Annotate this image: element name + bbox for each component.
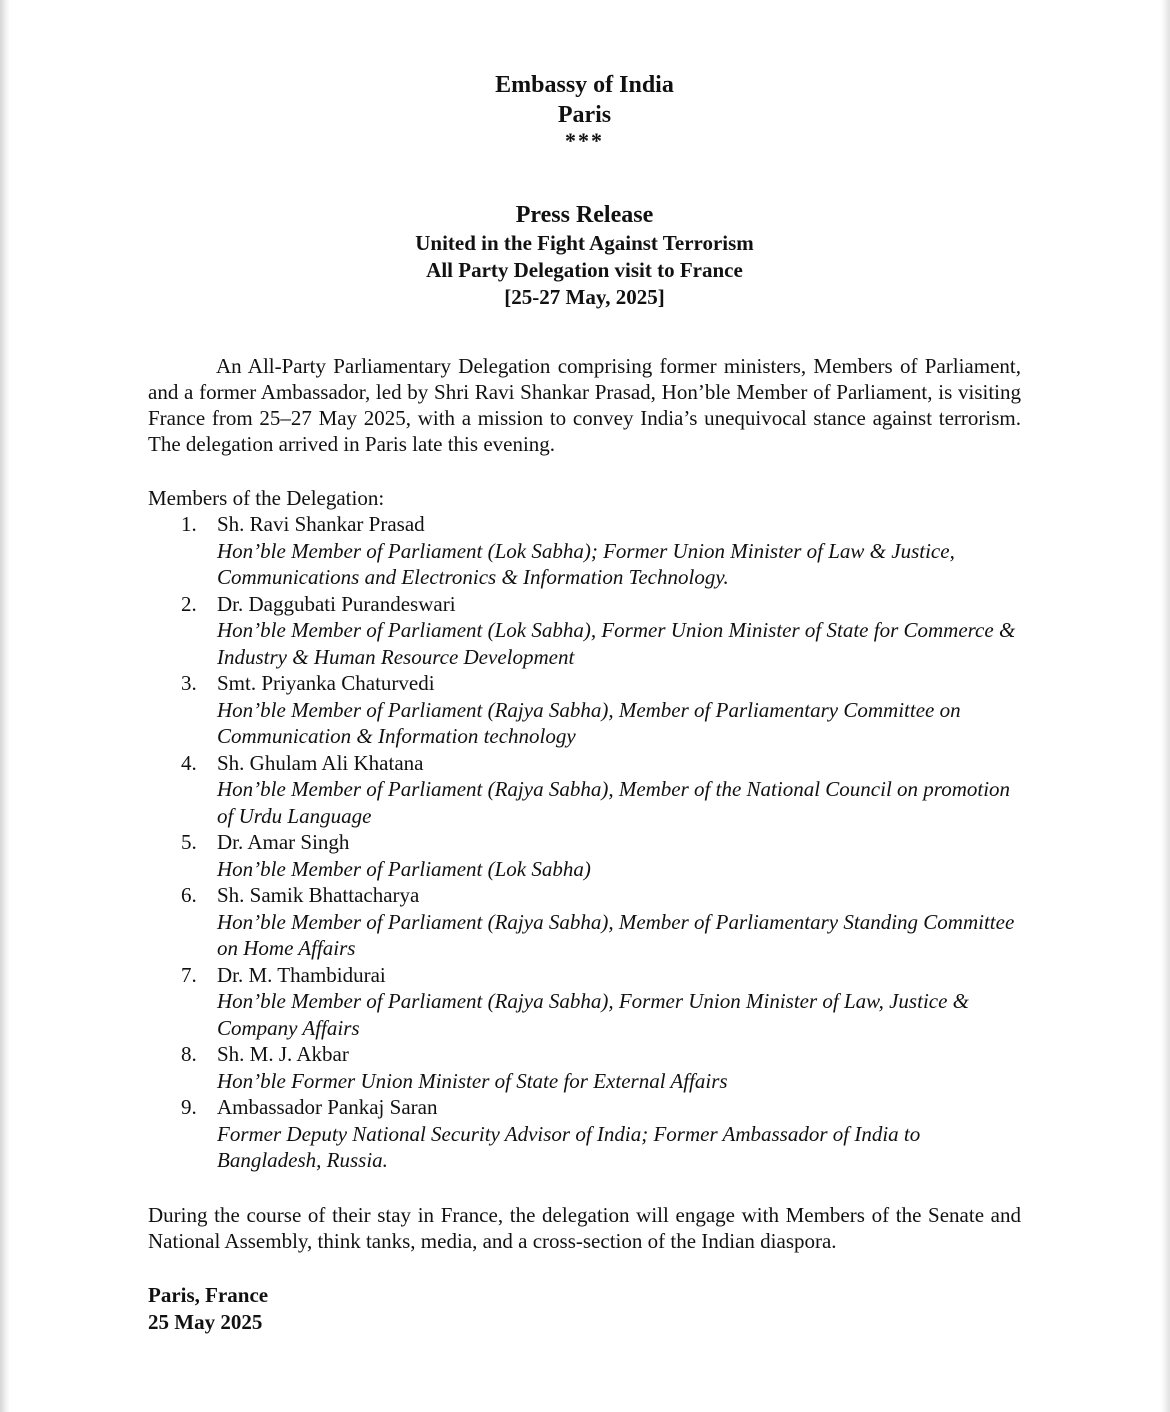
member-item [148,670,1021,750]
intro-paragraph: An All-Party Parliamentary Delegation comprising former ministers, Members of Parliament, and a former Ambassador, led by Shri Ravi Shankar Prasad, Hon’ble Member of Parliament, is visiting France from 25–27 May 2025, with a mission to convey India’s unequivocal stance against terrorism. The delegation arrived in Paris late this evening. [148,354,1021,456]
member-role: Former Deputy National Security Advisor of India; Former Ambassador of India to Bangladesh, Russia. [217,1121,921,1172]
release-dates: [25-27 May, 2025] [504,285,665,309]
member-role: Hon’ble Member of Parliament (Rajya Sabha), Member of Parliamentary Standing Committee on Home Affairs [217,909,1015,960]
members-heading: Members of the Delegation: [148,486,385,510]
member-name: Ambassador Pankaj Saran [217,1095,438,1119]
member-role: Hon’ble Member of Parliament (Rajya Sabha), Former Union Minister of Law, Justice & Company Affairs [217,989,970,1040]
member-name: Dr. Amar Singh [217,830,350,854]
member-number: 4. [181,750,197,775]
closing-paragraph: During the course of their stay in France, the delegation will engage with Members of the Senate and National Assembly, think tanks, media, and a cross-section of the Indian diaspora. [148,1202,1021,1253]
member-number: 1. [181,512,197,536]
member-name: Sh. M. J. Akbar [217,1042,349,1066]
member-name: Smt. Priyanka Chaturvedi [217,671,435,695]
member-number: 9. [181,1095,197,1119]
embassy-name: Embassy of India [495,72,674,98]
member-name: Sh. Samik Bhattacharya [217,883,420,907]
signoff-date: 25 May 2025 [148,1309,263,1334]
member-item [148,591,1021,671]
member-name: Dr. Daggubati Purandeswari [217,591,456,616]
member-item [148,962,1021,1042]
member-number: 2. [181,591,197,616]
member-role: Hon’ble Member of Parliament (Rajya Sabha), Member of Parliamentary Committee on Communication & Information technology [217,697,961,748]
member-item [148,882,1021,962]
member-number: 3. [181,671,197,695]
signoff-place: Paris, France [148,1282,269,1307]
member-number: 6. [181,883,197,907]
member-item [148,750,1021,830]
member-item [148,829,1021,882]
member-role: Hon’ble Member of Parliament (Rajya Sabha), Member of the National Council on promotion of Urdu Language [217,777,1011,828]
separator-stars: *** [565,128,604,153]
release-title-line2: All Party Delegation visit to France [426,258,743,282]
member-role: Hon’ble Member of Parliament (Lok Sabha); Former Union Minister of Law & Justice, Communications and Electronics & Information Technology. [217,538,955,589]
member-role: Hon’ble Member of Parliament (Lok Sabha), Former Union Minister of State for Commerce & Industry & Human Resource Development [217,618,1016,669]
member-role: Hon’ble Member of Parliament (Lok Sabha) [217,856,591,881]
page-edge-left [0,0,10,1412]
member-role: Hon’ble Former Union Minister of State for External Affairs [217,1068,728,1093]
member-item [148,1041,1021,1094]
member-number: 8. [181,1042,197,1066]
signoff [148,1282,1021,1336]
member-name: Dr. M. Thambidurai [217,962,386,987]
members-list [148,511,1021,1174]
release-title-line1: United in the Fight Against Terrorism [415,231,754,255]
document-content [148,70,1021,1336]
member-number: 5. [181,830,197,854]
member-name: Sh. Ravi Shankar Prasad [217,512,425,536]
embassy-city: Paris [557,102,612,128]
member-item [148,511,1021,591]
press-release-label: Press Release [515,202,654,228]
page-edge-right [1160,0,1170,1412]
member-number: 7. [181,962,197,987]
member-name: Sh. Ghulam Ali Khatana [217,750,424,775]
member-item [148,1094,1021,1174]
